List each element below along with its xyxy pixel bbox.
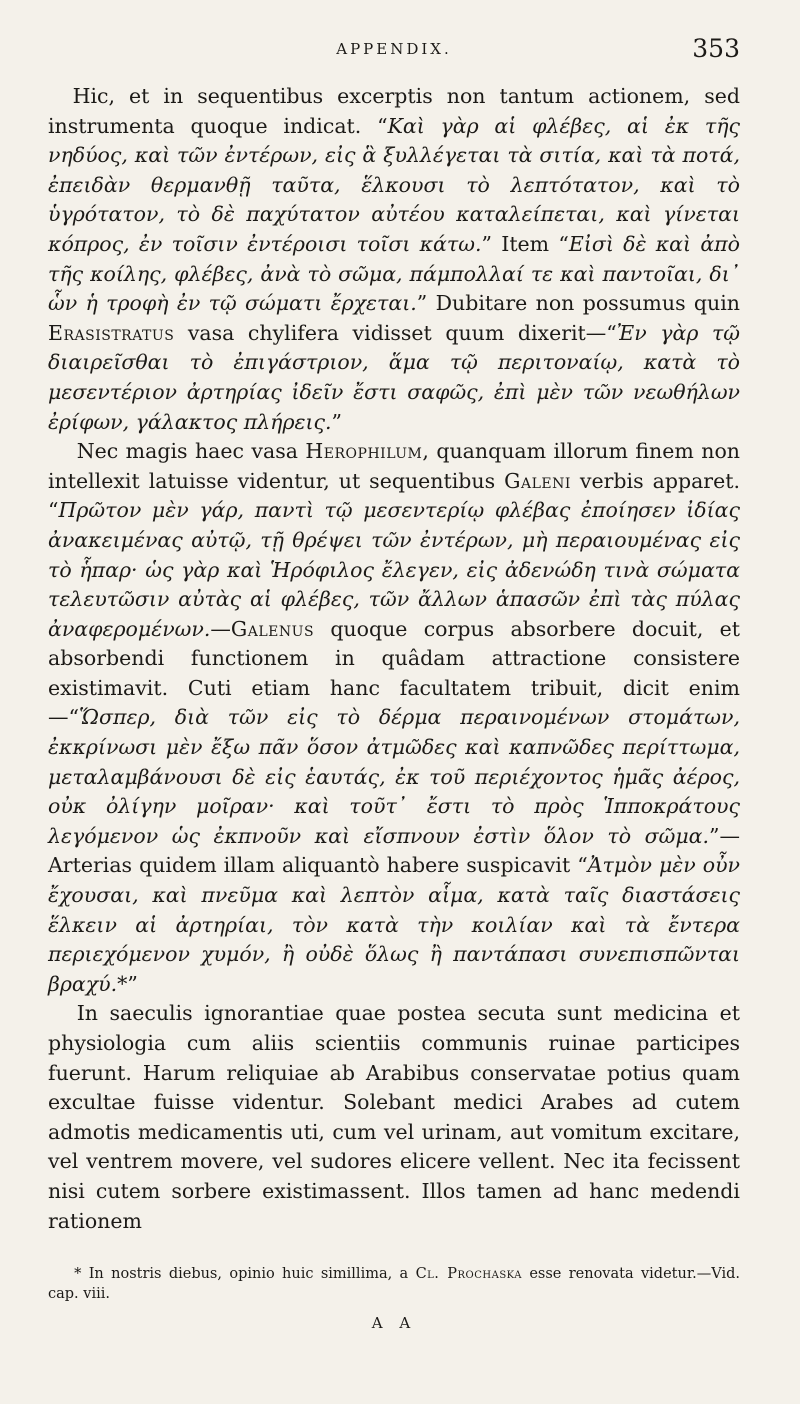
text-run: In nostris diebus, opinio huic simillima, a: [88, 1266, 416, 1283]
text-run: quoque corpus absorbere docuit, et absorbendi functionem in quâdam attractione consistere existimavit. Cuti etiam hanc facultatem tribuit, dicit enim—“: [48, 616, 740, 730]
paragraph-2: [48, 437, 740, 999]
greek-quote: Ὥσπερ, διὰ τῶν εἰς τὸ δέρμα περαινομένων στομάτων, ἐκκρίνωσι μὲν ἔξω πᾶν ὅσον ἀτμῶδες καὶ καπνῶδες περίττωμα, μεταλαμβάνουσι δὲ εἰς ἑαυτάς, ἐκ τοῦ περιέχοντος ἡμᾶς ἀέρος, οὐκ ὀλίγην μοῖραν· καὶ τοῦτ᾽ ἔστι τὸ πρὸς Ἱπποκράτους λεγόμενον ὡς ἐκπνοῦν καὶ εἴσπνουν ἐστὶν ὅλον τὸ σῶμα.: [48, 705, 740, 848]
greek-quote: Ἐν γὰρ τῷ διαιρεῖσθαι τὸ ἐπιγάστριον, ἅμα τῷ περιτοναίῳ, κατὰ τὸ μεσεντέριον ἀρτηρίας ἰδεῖν ἔστι σαφῶς, ἐπὶ μὲν τῶν νεωθήλων ἐρίφων, γάλακτος πλήρεις.: [48, 320, 741, 434]
signature-mark: A A: [371, 1314, 417, 1333]
greek-quote: Ἀτμὸν μὲν οὖν ἔχουσαι, καὶ πνεῦμα καὶ λεπτὸν αἷμα, κατὰ ταῖς διαστάσεις ἕλκειν αἱ ἀρτηρίαι, τὸν κατὰ τὴν κοιλίαν καὶ τὰ ἔντερα περιεχόμενον χυμόν, ἢ οὐδὲ ὅλως ἢ παντάπασι συνεπισπῶνται βραχύ.: [48, 853, 740, 996]
text-run: vasa chylifera vidisset quum dixerit—“: [174, 320, 617, 345]
text-run: esse renovata videtur.—Vid. cap. viii.: [48, 1266, 741, 1303]
author-name: Galenus: [230, 616, 315, 641]
running-title: APPENDIX.: [336, 40, 452, 58]
text-run: *”: [117, 971, 138, 996]
page-number: 353: [692, 34, 740, 63]
text-run: ” Dubitare non possumus quin: [416, 291, 740, 316]
text-run: Nec magis haec vasa: [76, 439, 306, 464]
greek-quote: Καὶ γὰρ αἱ φλέβες, αἱ ἐκ τῆς νηδύος, καὶ τῶν ἐντέρων, εἰς ἃ ξυλλέγεται τὰ σιτία, καὶ τὰ ποτά, ἐπειδὰν θερμανθῇ ταῦτα, ἕλκουσι τὸ λεπτότατον, καὶ τὸ ὑγρότατον, τὸ δὲ παχύτατον αὐτέου καταλείπεται, καὶ γίνεται κόπρος, ἐν τοῖσιν ἐντέροισι τοῖσι κάτω.: [48, 113, 741, 256]
text-run: Hic, et in sequentibus excerptis non tantum actionem, sed instrumenta quoque indicat. “: [48, 84, 740, 138]
text-run: , quanquam illorum finem non intellexit latuisse videntur, ut sequentibus: [48, 439, 741, 493]
text-run: —: [210, 616, 231, 641]
author-name: Cl. Prochaska: [415, 1266, 522, 1283]
footnote: [48, 1264, 740, 1304]
text-run: In saeculis ignorantiae quae postea secuta sunt medicina et physiologia cum aliis scientiis communis ruinae participes fuerunt. Harum reliquiae ab Arabibus conservatae potius quam excultae fuisse videntur. Solebant medici Arabes ad cutem admotis medicamentis uti, cum vel urinam, aut vomitum excitare, vel ventrem movere, vel sudores elicere vellent. Nec ita fecissent nisi cutem sorbere existimassent. Illos tamen ad hanc medendi rationem: [48, 1001, 740, 1233]
greek-quote: Εἰσὶ δὲ καὶ ἀπὸ τῆς κοίλης, φλέβες, ἀνὰ τὸ σῶμα, πάμπολλαί τε καὶ παντοῖαι, δι᾽ ὧν ἡ τροφὴ ἐν τῷ σώματι ἔρχεται.: [48, 231, 740, 316]
text-run: ”: [331, 409, 343, 434]
paragraph-1: [48, 82, 740, 437]
author-name: Galeni: [504, 468, 571, 493]
greek-quote: Πρῶτον μὲν γάρ, παντὶ τῷ μεσεντερίῳ φλέβας ἐποίησεν ἰδίας ἀνακειμένας αὐτῷ, τῇ θρέψει τῶν ἐντέρων, μὴ περαιουμένας εἰς τὸ ἧπαρ· ὡς γὰρ καὶ Ἡρόφιλος ἔλεγεν, εἰς ἀδενώδη τινὰ σώματα τελευτῶσιν αὐτὰς αἱ φλέβες, τῶν ἄλλων ἁπασῶν ἐπὶ τὰς πύλας ἀναφερομένων.: [48, 498, 740, 641]
author-name: Herophilum: [305, 439, 423, 464]
paragraph-3: [48, 999, 740, 1236]
text-run: ”—Arterias quidem illam aliquantò habere suspicavit “: [48, 823, 740, 878]
text-run: verbis apparet. “: [48, 468, 740, 523]
body-text: [48, 82, 740, 1236]
footnote-mark: *: [74, 1266, 89, 1283]
author-name: Erasistratus: [48, 320, 175, 345]
running-head: [48, 30, 740, 70]
text-run: ” Item “: [481, 231, 569, 256]
